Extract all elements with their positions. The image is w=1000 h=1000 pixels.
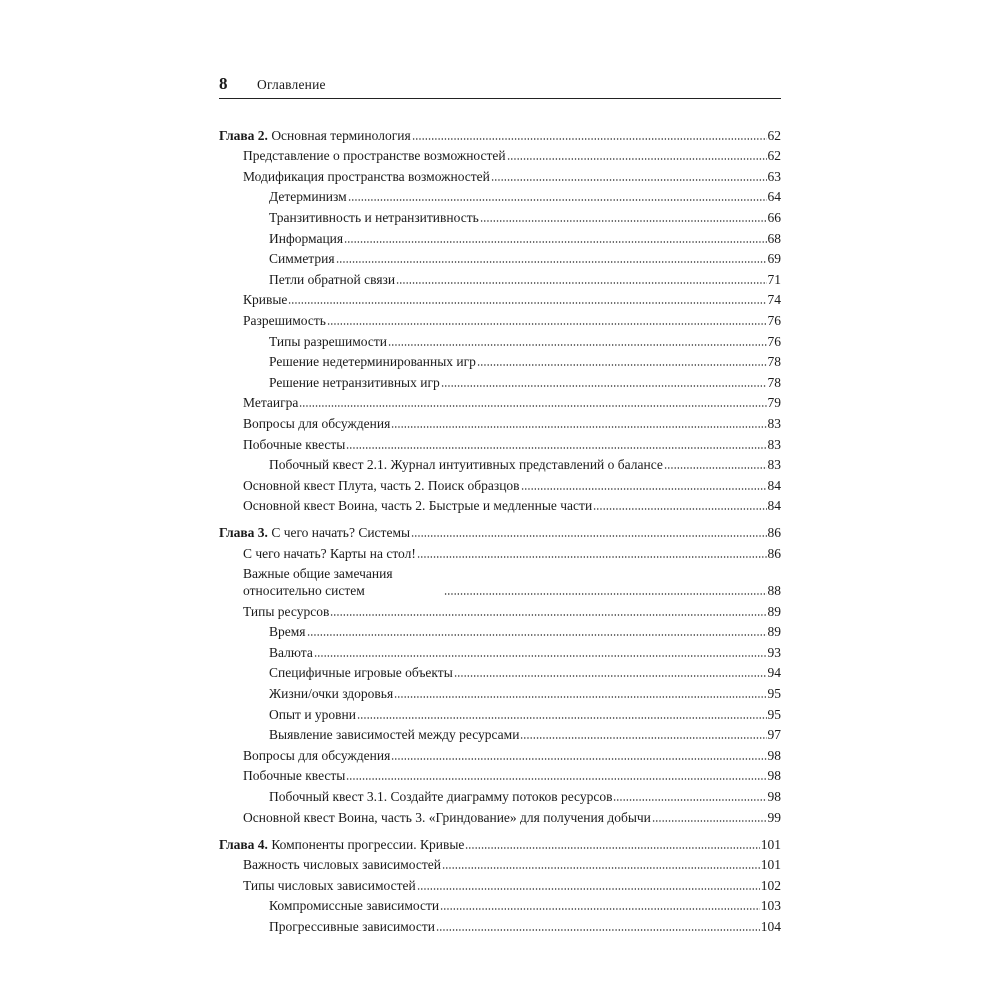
page-ref: 83 (767, 457, 781, 473)
entry-title: Разрешимость (243, 312, 326, 328)
page-ref: 84 (767, 477, 781, 493)
dot-leader (480, 219, 767, 223)
dot-leader (417, 555, 767, 559)
page-ref: 69 (767, 251, 781, 267)
chapter-number: Глава 2. (219, 127, 268, 143)
dot-leader (288, 301, 766, 305)
page-ref: 76 (767, 312, 781, 328)
dot-leader (417, 887, 760, 891)
page-ref: 86 (767, 525, 781, 541)
page-ref: 78 (767, 354, 781, 370)
toc-entry[interactable] (219, 541, 781, 562)
entry-title: Побочный квест 3.1. Создайте диаграмму потоков ресурсов (269, 788, 613, 804)
dot-leader (521, 487, 767, 491)
entry-title: Петли обратной связи (269, 271, 396, 287)
page-ref: 97 (767, 727, 781, 743)
page-ref: 83 (767, 436, 781, 452)
page-ref: 76 (767, 333, 781, 349)
toc-entry[interactable] (219, 914, 781, 935)
page-ref: 78 (767, 374, 781, 390)
entry-title: Время (269, 624, 306, 640)
entry-title: Вопросы для обсуждения (243, 415, 391, 431)
dot-leader (436, 928, 760, 932)
dot-leader (314, 654, 767, 658)
toc-entry[interactable] (219, 640, 781, 661)
toc-entry[interactable] (219, 562, 781, 599)
entry-title: Типы числовых зависимостей (243, 877, 416, 893)
page-ref: 103 (760, 898, 781, 914)
toc-entry[interactable] (219, 288, 781, 309)
dot-leader (664, 466, 767, 470)
entry-title: Глава 4. Компоненты прогрессии. Кривые (219, 836, 465, 852)
chapter-heading[interactable] (219, 832, 781, 853)
toc-entry[interactable] (219, 894, 781, 915)
dot-leader (440, 907, 760, 911)
entry-title: Вопросы для обсуждения (243, 747, 391, 763)
page-ref: 94 (767, 665, 781, 681)
toc-entry[interactable] (219, 620, 781, 641)
dot-leader (507, 157, 767, 161)
dot-leader (336, 260, 767, 264)
dot-leader (394, 695, 766, 699)
toc-entry[interactable] (219, 764, 781, 785)
entry-title: Типы ресурсов (243, 603, 330, 619)
chapter-heading[interactable] (219, 521, 781, 542)
chapter-heading[interactable] (219, 123, 781, 144)
entry-title: Информация (269, 230, 344, 246)
toc-entry[interactable] (219, 205, 781, 226)
page-ref: 101 (760, 836, 781, 852)
entry-title: Побочные квесты (243, 436, 346, 452)
entry-title: Прогрессивные зависимости (269, 918, 435, 934)
dot-leader (344, 240, 766, 244)
dot-leader (652, 819, 767, 823)
entry-title: Жизни/очки здоровья (269, 685, 394, 701)
toc-entry[interactable] (219, 164, 781, 185)
chapter-4-section (219, 832, 781, 935)
dot-leader (441, 384, 767, 388)
toc-entry[interactable] (219, 661, 781, 682)
entry-title: Побочные квесты (243, 768, 346, 784)
page-ref: 88 (767, 582, 781, 598)
page-ref: 79 (767, 395, 781, 411)
toc-entry[interactable] (219, 702, 781, 723)
entry-title: Важность числовых зависимостей (243, 857, 441, 873)
dot-leader (348, 198, 767, 202)
dot-leader (412, 137, 767, 141)
page-ref: 99 (767, 809, 781, 825)
toc-entry[interactable] (219, 247, 781, 268)
page-ref: 62 (767, 127, 781, 143)
dot-leader (307, 633, 767, 637)
entry-title: Валюта (269, 644, 313, 660)
toc-entry[interactable] (219, 350, 781, 371)
dot-leader (396, 281, 766, 285)
dot-leader (388, 343, 767, 347)
entry-title: Типы разрешимости (269, 333, 387, 349)
entry-title: Важные общие замечания относительно систем (243, 565, 393, 598)
dot-leader (327, 322, 767, 326)
dot-leader (330, 613, 766, 617)
toc-entry[interactable] (219, 226, 781, 247)
page-ref: 89 (767, 624, 781, 640)
dot-leader (357, 716, 767, 720)
toc-entry[interactable] (219, 144, 781, 165)
toc-entry[interactable] (219, 784, 781, 805)
page-ref: 104 (760, 918, 781, 934)
dot-leader (593, 507, 766, 511)
entry-title: Основной квест Воина, часть 3. «Гриндование» для получения добычи (243, 809, 651, 825)
entry-title: Транзитивность и нетранзитивность (269, 209, 479, 225)
chapter-2-section (219, 123, 781, 514)
toc-entry[interactable] (219, 805, 781, 826)
chapter-3-section (219, 521, 781, 826)
chapter-number: Глава 4. (219, 836, 268, 852)
page-ref: 63 (767, 168, 781, 184)
page-ref: 98 (767, 768, 781, 784)
page-ref: 74 (767, 292, 781, 308)
page-ref: 98 (767, 788, 781, 804)
toc-entry[interactable] (219, 411, 781, 432)
entry-title: Выявление зависимостей между ресурсами (269, 727, 520, 743)
toc-entry[interactable] (219, 432, 781, 453)
entry-title: Основной квест Воина, часть 2. Быстрые и медленные части (243, 498, 593, 514)
dot-leader (613, 798, 766, 802)
toc-entry[interactable] (219, 599, 781, 620)
dot-leader (520, 736, 766, 740)
section-title: Оглавление (257, 77, 326, 92)
page-ref: 83 (767, 415, 781, 431)
toc-entry[interactable] (219, 453, 781, 474)
toc-entry[interactable] (219, 308, 781, 329)
toc-entry[interactable] (219, 494, 781, 515)
dot-leader (391, 757, 766, 761)
entry-title: Представление о пространстве возможностей (243, 148, 506, 164)
entry-title: Опыт и уровни (269, 706, 356, 722)
page-ref: 95 (767, 685, 781, 701)
entry-title: Метаигра (243, 395, 299, 411)
entry-title: Симметрия (269, 251, 335, 267)
dot-leader (477, 363, 767, 367)
dot-leader (491, 178, 767, 182)
page-ref: 64 (767, 189, 781, 205)
toc-entry[interactable] (219, 473, 781, 494)
entry-title: Модификация пространства возможностей (243, 168, 490, 184)
running-head (219, 74, 781, 99)
entry-title: Решение нетранзитивных игр (269, 374, 440, 390)
toc-entry[interactable] (219, 267, 781, 288)
entry-title: Компромиссные зависимости (269, 898, 440, 914)
page-ref: 86 (767, 545, 781, 561)
toc-entry[interactable] (219, 873, 781, 894)
dot-leader (299, 404, 766, 408)
page-ref: 89 (767, 603, 781, 619)
dot-leader (444, 592, 767, 596)
dot-leader (454, 674, 767, 678)
toc-entry[interactable] (219, 185, 781, 206)
dot-leader (346, 446, 766, 450)
dot-leader (442, 866, 760, 870)
dot-leader (411, 534, 766, 538)
entry-title: Глава 3. С чего начать? Системы (219, 525, 411, 541)
page-ref: 66 (767, 209, 781, 225)
page-number: 8 (219, 74, 228, 93)
page-ref: 68 (767, 230, 781, 246)
entry-title: Детерминизм (269, 189, 347, 205)
entry-title: Глава 2. Основная терминология (219, 127, 411, 143)
table-of-contents (219, 123, 781, 941)
page-ref: 98 (767, 747, 781, 763)
toc-entry[interactable] (219, 853, 781, 874)
dot-leader (465, 846, 759, 850)
page-ref: 84 (767, 498, 781, 514)
page-ref: 71 (767, 271, 781, 287)
toc-entry[interactable] (219, 681, 781, 702)
page-ref: 101 (760, 857, 781, 873)
toc-entry[interactable] (219, 329, 781, 350)
entry-title: Решение недетерминированных игр (269, 354, 476, 370)
entry-title: Специфичные игровые объекты (269, 665, 453, 681)
page-ref: 102 (760, 877, 781, 893)
chapter-number: Глава 3. (219, 525, 268, 541)
page-ref: 95 (767, 706, 781, 722)
dot-leader (391, 425, 766, 429)
entry-title: Основной квест Плута, часть 2. Поиск образцов (243, 477, 520, 493)
entry-title: Кривые (243, 292, 288, 308)
toc-entry[interactable] (219, 391, 781, 412)
toc-entry[interactable] (219, 743, 781, 764)
page-ref: 62 (767, 148, 781, 164)
page-ref: 93 (767, 644, 781, 660)
dot-leader (346, 777, 766, 781)
toc-entry[interactable] (219, 370, 781, 391)
entry-title: Побочный квест 2.1. Журнал интуитивных представлений о балансе (269, 457, 663, 473)
toc-entry[interactable] (219, 723, 781, 744)
entry-title: С чего начать? Карты на стол! (243, 545, 416, 561)
